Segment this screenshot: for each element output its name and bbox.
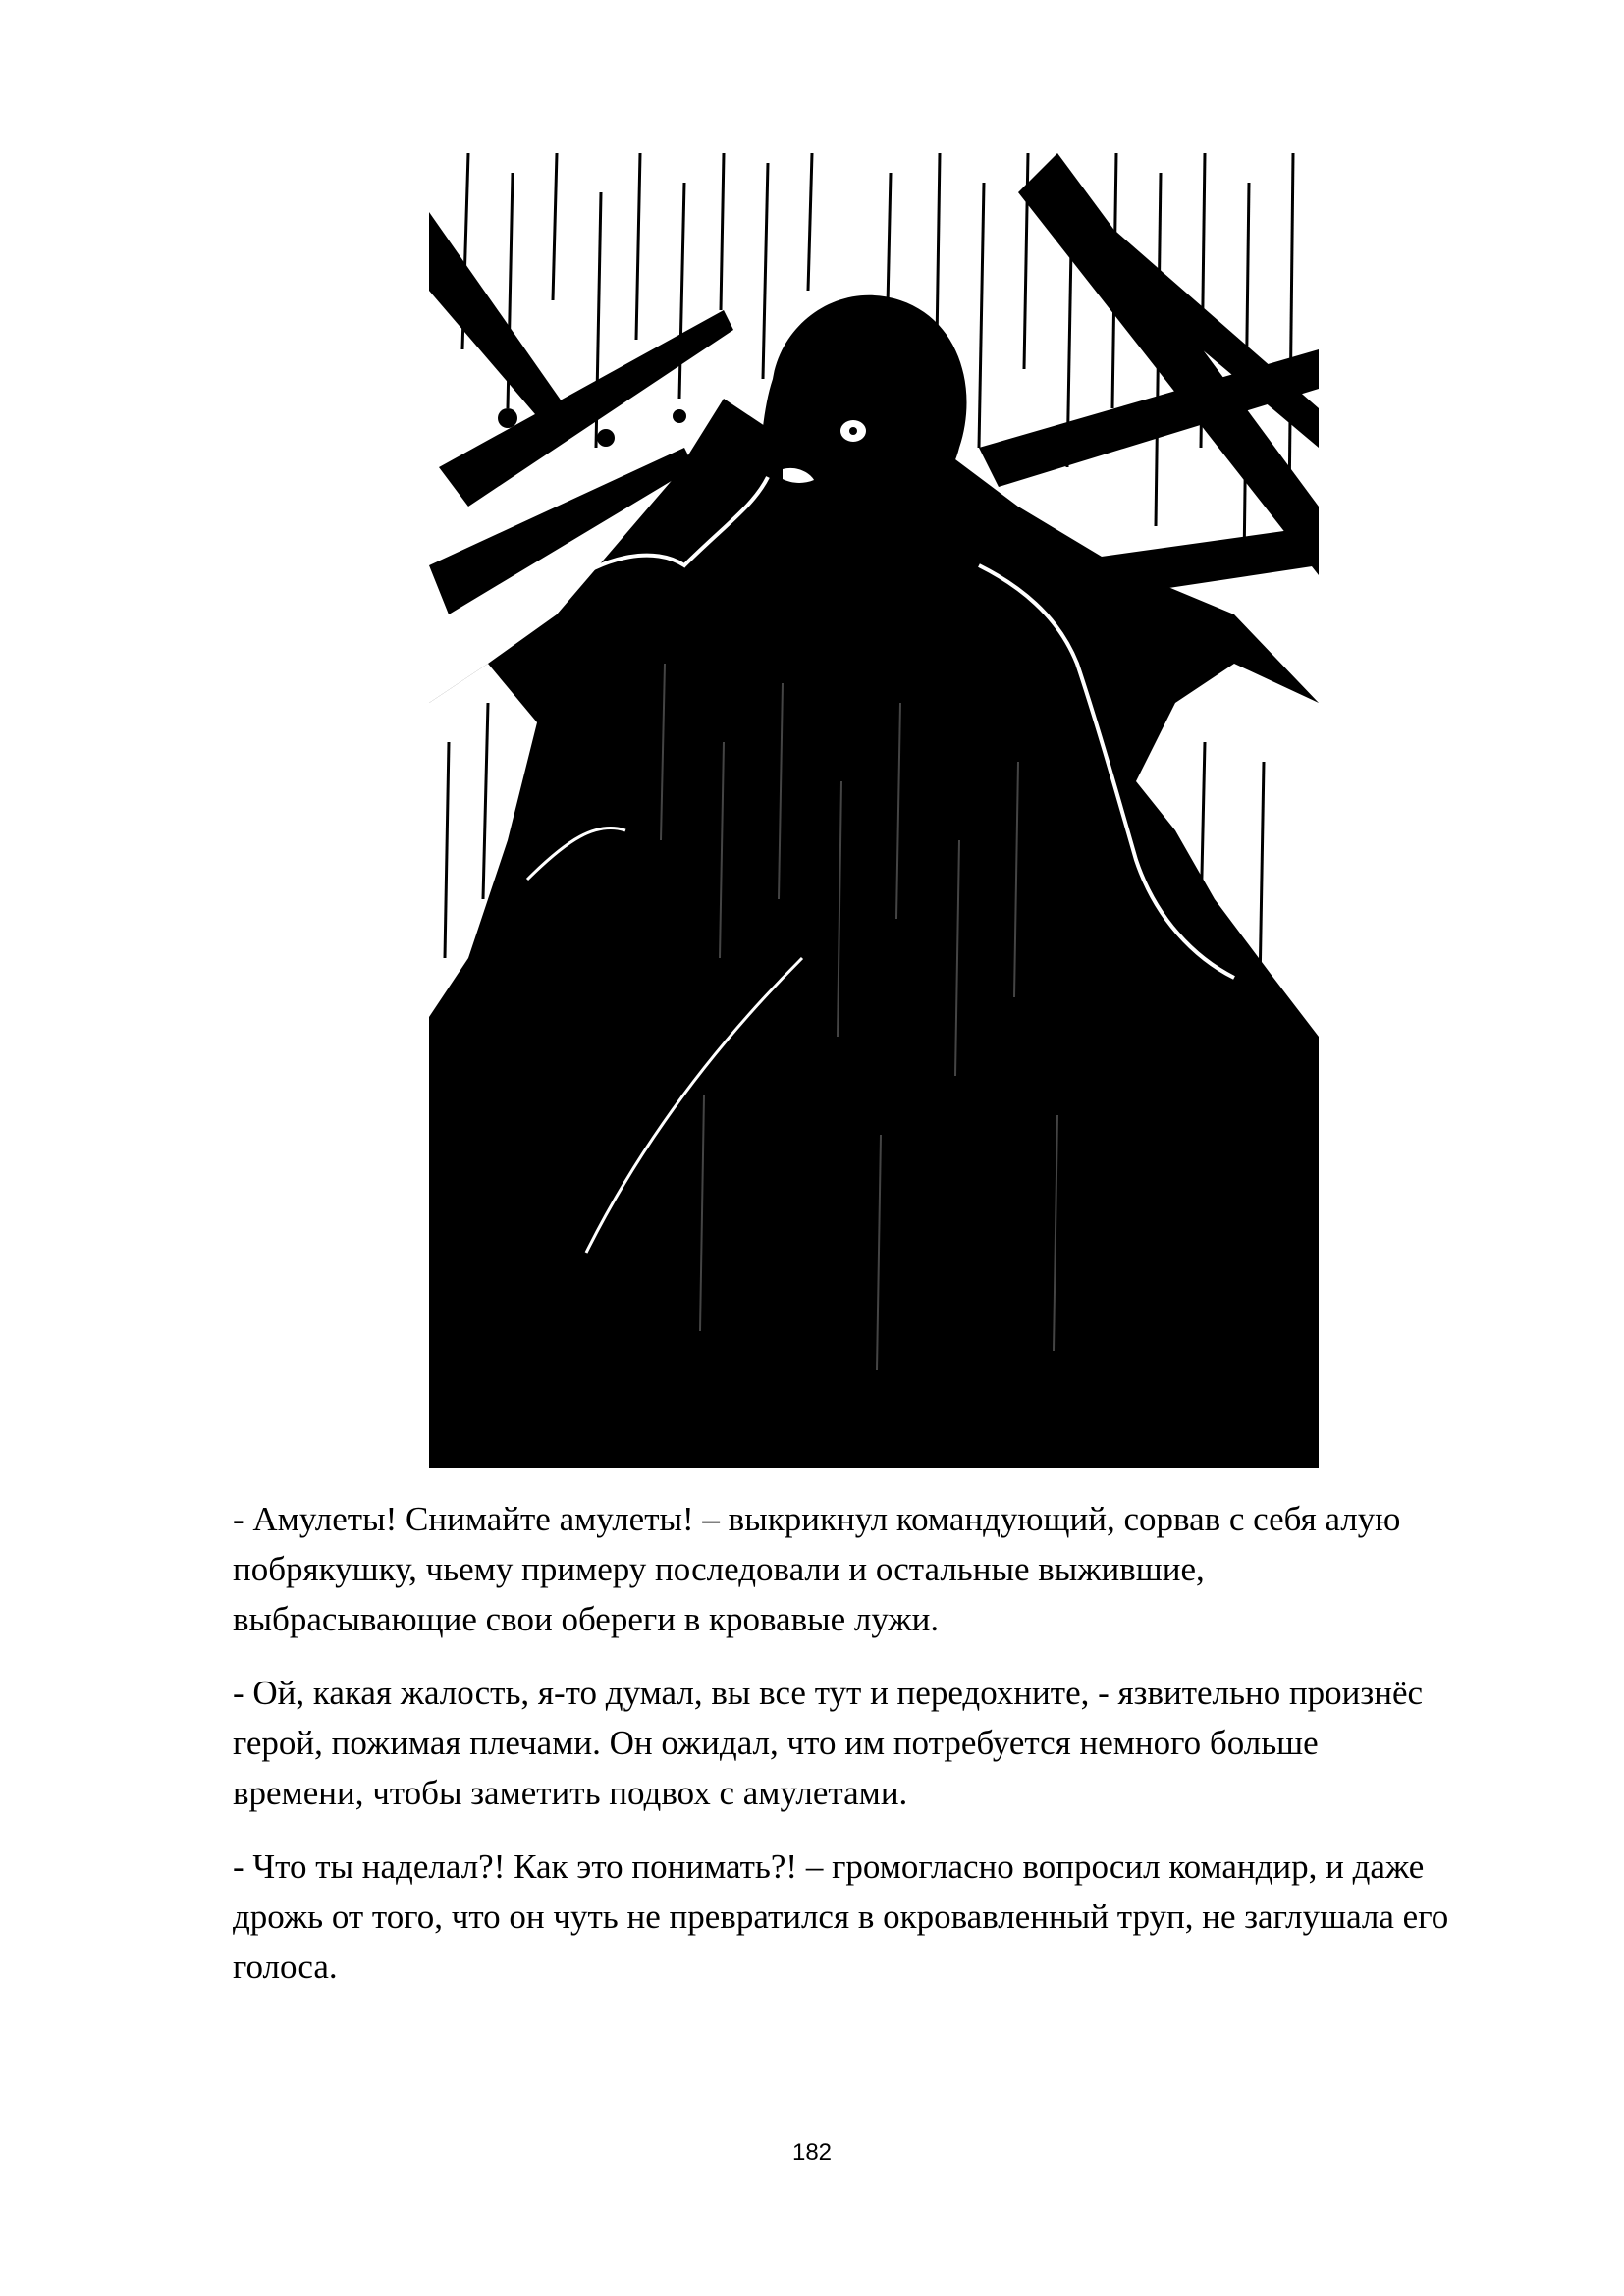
illustration	[429, 153, 1319, 1468]
paragraph: - Что ты наделал?! Как это понимать?! – громогласно вопросил командир, и даже дрожь от того, что он чуть не превратился в окровавленный труп, не заглушала его голоса.	[233, 1847, 1449, 1986]
paragraph: - Амулеты! Снимайте амулеты! – выкрикнул командующий, сорвав с себя алую побрякушку, чьему примеру последовали и остальные выжившие, выбрасывающие свои обереги в кровавые лужи.	[233, 1500, 1401, 1638]
silhouette-figure-in-rain-icon	[429, 153, 1319, 1468]
paragraph: - Ой, какая жалость, я-то думал, вы все тут и передохните, - язвительно произнёс герой, пожимая плечами. Он ожидал, что им потребуется немного больше времени, чтобы заметить подвох с амулетами.	[233, 1674, 1424, 1812]
story-text	[233, 1494, 1450, 2015]
page-number: 182	[791, 2139, 833, 2165]
